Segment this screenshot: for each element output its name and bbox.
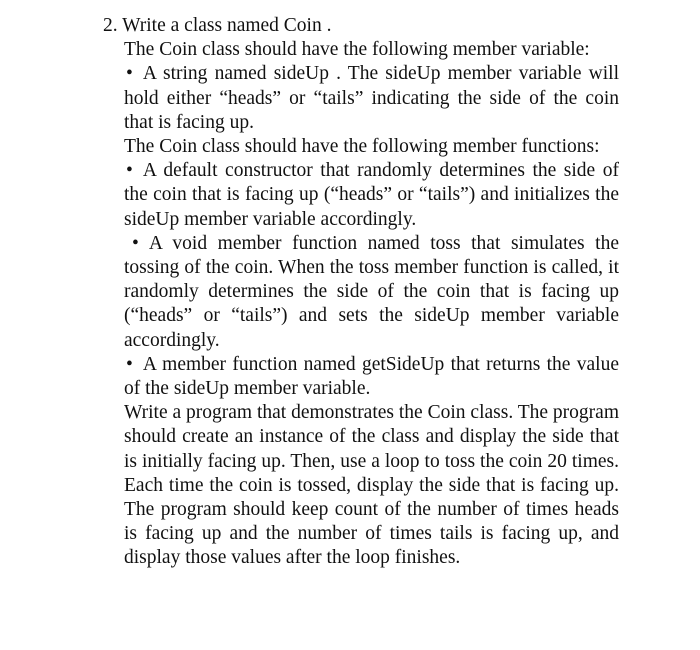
bullet-toss-text: A void member function named toss that simulates the tossing of the coin. When the toss member function is called, it randomly determines the side of the coin that is facing up (“heads” or “tails”) and sets the sideUp member variable accordingly. (124, 232, 619, 351)
bullet-constructor-text: A default constructor that randomly determines the side of the coin that is facing up (“heads” or “tails”) and initializes the sideUp member variable accordingly. (124, 160, 619, 230)
bullet-icon: • (126, 160, 133, 182)
bullet-default-constructor (124, 159, 619, 232)
bullet-sideup-variable (124, 62, 619, 135)
question-heading: 2. Write a class named Coin . (103, 15, 332, 36)
bullet-getsideup-text: A member function named getSideUp that returns the value of the sideUp member variable. (124, 353, 619, 400)
document (103, 14, 623, 571)
bullet-icon: • (126, 353, 133, 375)
bullet-toss-function (124, 232, 619, 353)
member-variable-intro: The Coin class should have the following member variable: (124, 39, 590, 61)
program-instructions: Write a program that demonstrates the Coin class. The program should create an instance of the class and display the side that is initially facing up. Then, use a loop to toss the coin 20 times. Each time the coin is tossed, display the side that is facing up. The program should keep count of the number of times heads is facing up and the number of times tails is facing up, and display those values after the loop finishes. (124, 402, 619, 569)
question-body (124, 38, 619, 570)
bullet-sideup-text: A string named sideUp . The sideUp member variable will hold either “heads” or “tails” indicating the side of the coin that is facing up. (124, 63, 619, 133)
member-functions-intro: The Coin class should have the following member functions: (124, 136, 600, 158)
bullet-icon: • (132, 232, 139, 254)
bullet-icon: • (126, 63, 133, 85)
bullet-getsideup-function (124, 353, 619, 401)
